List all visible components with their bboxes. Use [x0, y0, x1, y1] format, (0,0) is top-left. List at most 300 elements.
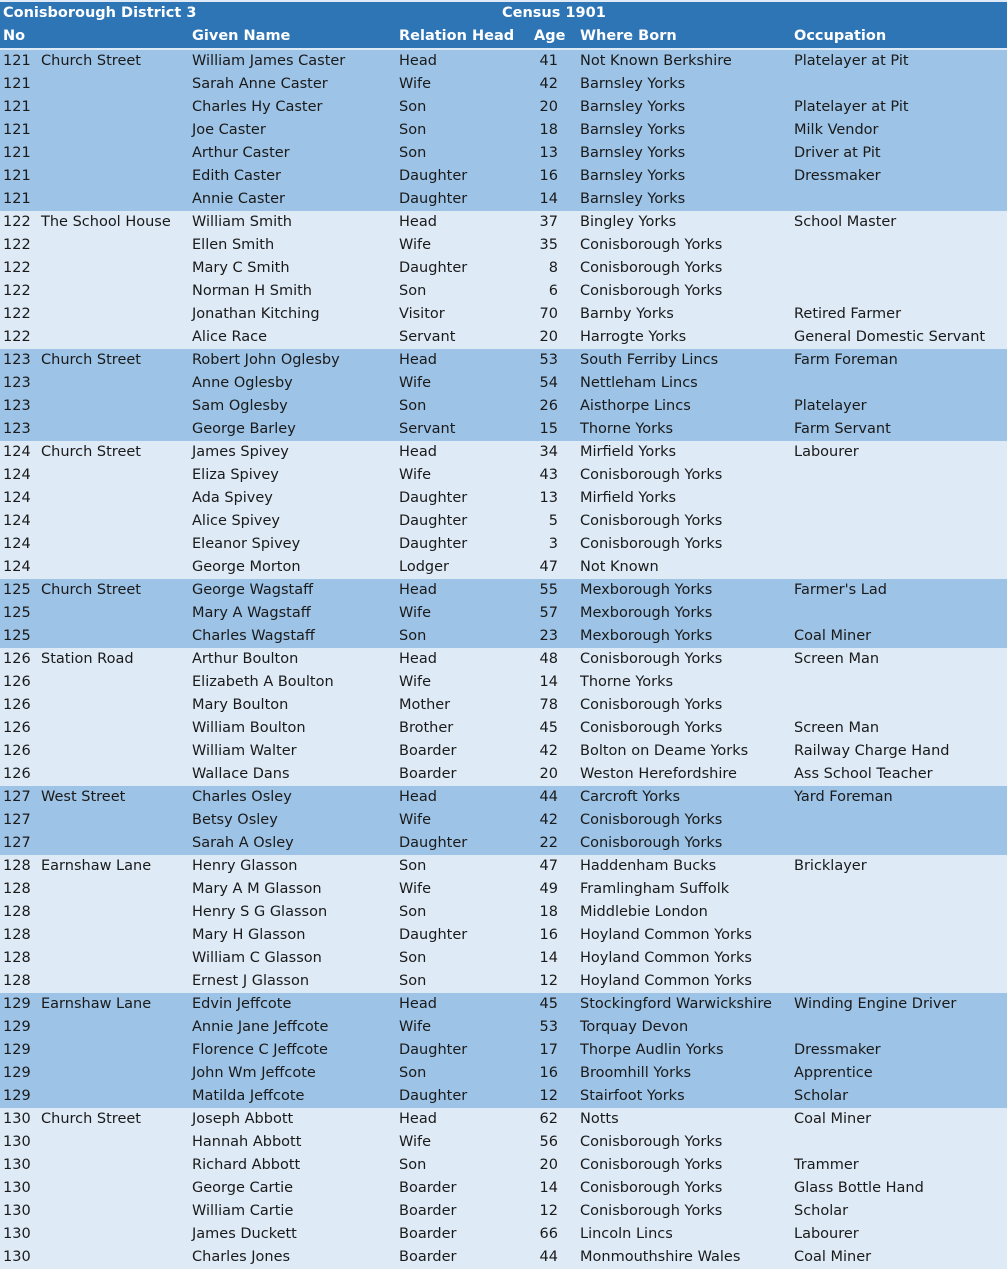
relation-to-head-cell: Son: [399, 1065, 427, 1081]
house-number-cell: 128: [3, 973, 31, 989]
age-cell: 22: [539, 835, 558, 851]
table-row: [0, 257, 1007, 280]
table-row: [0, 694, 1007, 717]
age-cell: 43: [539, 467, 558, 483]
given-name-cell: William C Glasson: [192, 950, 322, 966]
age-cell: 45: [539, 720, 558, 736]
column-header-age: Age: [534, 28, 566, 44]
age-cell: 13: [539, 145, 558, 161]
column-header-row: [0, 25, 1007, 48]
occupation-cell: Glass Bottle Hand: [794, 1180, 924, 1196]
house-number-cell: 121: [3, 53, 31, 69]
given-name-cell: Arthur Caster: [192, 145, 290, 161]
relation-to-head-cell: Boarder: [399, 1203, 457, 1219]
age-cell: 37: [539, 214, 558, 230]
street-name-cell: Church Street: [41, 582, 141, 598]
street-name-cell: Earnshaw Lane: [41, 858, 152, 874]
given-name-cell: Charles Hy Caster: [192, 99, 323, 115]
relation-to-head-cell: Boarder: [399, 1180, 457, 1196]
age-cell: 34: [539, 444, 558, 460]
house-number-cell: 121: [3, 122, 31, 138]
where-born-cell: Conisborough Yorks: [580, 1157, 723, 1173]
given-name-cell: Norman H Smith: [192, 283, 312, 299]
table-row: [0, 625, 1007, 648]
age-cell: 26: [539, 398, 558, 414]
house-number-cell: 125: [3, 628, 31, 644]
district-title: Conisborough District 3: [3, 5, 197, 21]
occupation-cell: Dressmaker: [794, 1042, 881, 1058]
house-number-cell: 130: [3, 1134, 31, 1150]
given-name-cell: John Wm Jeffcote: [192, 1065, 316, 1081]
where-born-cell: Conisborough Yorks: [580, 1180, 723, 1196]
where-born-cell: Conisborough Yorks: [580, 283, 723, 299]
where-born-cell: Barnsley Yorks: [580, 99, 686, 115]
table-row: [0, 1108, 1007, 1131]
age-cell: 48: [539, 651, 558, 667]
table-row: [0, 1154, 1007, 1177]
relation-to-head-cell: Daughter: [399, 536, 468, 552]
table-row: [0, 96, 1007, 119]
given-name-cell: Robert John Oglesby: [192, 352, 340, 368]
given-name-cell: Annie Caster: [192, 191, 285, 207]
table-row: [0, 809, 1007, 832]
relation-to-head-cell: Brother: [399, 720, 454, 736]
table-row: [0, 234, 1007, 257]
relation-to-head-cell: Head: [399, 582, 437, 598]
table-row: [0, 119, 1007, 142]
age-cell: 20: [539, 766, 558, 782]
table-row: [0, 73, 1007, 96]
given-name-cell: Richard Abbott: [192, 1157, 301, 1173]
age-cell: 55: [539, 582, 558, 598]
house-number-cell: 126: [3, 674, 31, 690]
where-born-cell: Lincoln Lincs: [580, 1226, 673, 1242]
given-name-cell: Ernest J Glasson: [192, 973, 310, 989]
house-number-cell: 122: [3, 260, 31, 276]
table-row: [0, 1223, 1007, 1246]
house-number-cell: 127: [3, 789, 31, 805]
relation-to-head-cell: Daughter: [399, 513, 468, 529]
occupation-cell: General Domestic Servant: [794, 329, 986, 345]
where-born-cell: Hoyland Common Yorks: [580, 927, 752, 943]
relation-to-head-cell: Wife: [399, 467, 432, 483]
house-number-cell: 123: [3, 398, 31, 414]
table-row: [0, 1200, 1007, 1223]
table-row: [0, 671, 1007, 694]
house-number-cell: 124: [3, 444, 31, 460]
house-number-cell: 130: [3, 1157, 31, 1173]
given-name-cell: Sarah A Osley: [192, 835, 294, 851]
table-row: [0, 441, 1007, 464]
street-name-cell: The School House: [41, 214, 171, 230]
where-born-cell: Middlebie London: [580, 904, 708, 920]
where-born-cell: Notts: [580, 1111, 619, 1127]
where-born-cell: Not Known: [580, 559, 659, 575]
relation-to-head-cell: Lodger: [399, 559, 449, 575]
house-number-cell: 126: [3, 651, 31, 667]
table-row: [0, 993, 1007, 1016]
relation-to-head-cell: Head: [399, 1111, 437, 1127]
column-header-occupation: Occupation: [794, 28, 887, 44]
relation-to-head-cell: Son: [399, 973, 427, 989]
table-row: [0, 487, 1007, 510]
table-row: [0, 947, 1007, 970]
given-name-cell: Joseph Abbott: [192, 1111, 294, 1127]
age-cell: 8: [548, 260, 558, 276]
where-born-cell: Mexborough Yorks: [580, 605, 713, 621]
house-number-cell: 128: [3, 904, 31, 920]
house-number-cell: 129: [3, 1065, 31, 1081]
house-number-cell: 123: [3, 375, 31, 391]
age-cell: 14: [539, 674, 558, 690]
given-name-cell: Matilda Jeffcote: [192, 1088, 305, 1104]
house-number-cell: 130: [3, 1180, 31, 1196]
relation-to-head-cell: Son: [399, 145, 427, 161]
house-number-cell: 127: [3, 812, 31, 828]
house-number-cell: 129: [3, 1088, 31, 1104]
house-number-cell: 124: [3, 513, 31, 529]
where-born-cell: Mirfield Yorks: [580, 444, 677, 460]
where-born-cell: Bolton on Deame Yorks: [580, 743, 749, 759]
relation-to-head-cell: Daughter: [399, 1042, 468, 1058]
house-number-cell: 124: [3, 559, 31, 575]
age-cell: 20: [539, 99, 558, 115]
given-name-cell: Mary A Wagstaff: [192, 605, 311, 621]
age-cell: 53: [539, 352, 558, 368]
occupation-cell: Retired Farmer: [794, 306, 902, 322]
occupation-cell: Coal Miner: [794, 1249, 872, 1265]
given-name-cell: Eliza Spivey: [192, 467, 279, 483]
relation-to-head-cell: Head: [399, 996, 437, 1012]
table-row: [0, 349, 1007, 372]
occupation-cell: Coal Miner: [794, 628, 872, 644]
where-born-cell: Haddenham Bucks: [580, 858, 717, 874]
where-born-cell: Monmouthshire Wales: [580, 1249, 741, 1265]
where-born-cell: Barnsley Yorks: [580, 122, 686, 138]
table-row: [0, 1177, 1007, 1200]
where-born-cell: Framlingham Suffolk: [580, 881, 730, 897]
table-row: [0, 579, 1007, 602]
table-row: [0, 878, 1007, 901]
house-number-cell: 121: [3, 145, 31, 161]
relation-to-head-cell: Servant: [399, 329, 456, 345]
given-name-cell: George Wagstaff: [192, 582, 314, 598]
age-cell: 53: [539, 1019, 558, 1035]
age-cell: 12: [539, 973, 558, 989]
occupation-cell: Platelayer at Pit: [794, 99, 909, 115]
where-born-cell: Barnsley Yorks: [580, 191, 686, 207]
age-cell: 42: [539, 812, 558, 828]
age-cell: 6: [548, 283, 558, 299]
relation-to-head-cell: Wife: [399, 605, 432, 621]
table-row: [0, 510, 1007, 533]
relation-to-head-cell: Daughter: [399, 835, 468, 851]
given-name-cell: Florence C Jeffcote: [192, 1042, 328, 1058]
given-name-cell: Eleanor Spivey: [192, 536, 301, 552]
relation-to-head-cell: Daughter: [399, 191, 468, 207]
table-row: [0, 970, 1007, 993]
house-number-cell: 126: [3, 720, 31, 736]
where-born-cell: Mirfield Yorks: [580, 490, 677, 506]
where-born-cell: Mexborough Yorks: [580, 582, 713, 598]
occupation-cell: Platelayer: [794, 398, 867, 414]
age-cell: 16: [539, 168, 558, 184]
where-born-cell: Stairfoot Yorks: [580, 1088, 685, 1104]
house-number-cell: 122: [3, 214, 31, 230]
house-number-cell: 127: [3, 835, 31, 851]
occupation-cell: Farm Servant: [794, 421, 891, 437]
table-row: [0, 188, 1007, 211]
relation-to-head-cell: Son: [399, 1157, 427, 1173]
age-cell: 47: [539, 559, 558, 575]
occupation-cell: Coal Miner: [794, 1111, 872, 1127]
age-cell: 12: [539, 1088, 558, 1104]
relation-to-head-cell: Daughter: [399, 1088, 468, 1104]
given-name-cell: Henry S G Glasson: [192, 904, 328, 920]
street-name-cell: Station Road: [41, 651, 134, 667]
age-cell: 14: [539, 1180, 558, 1196]
relation-to-head-cell: Head: [399, 651, 437, 667]
occupation-cell: Milk Vendor: [794, 122, 879, 138]
age-cell: 18: [539, 904, 558, 920]
house-number-cell: 123: [3, 352, 31, 368]
house-number-cell: 128: [3, 858, 31, 874]
given-name-cell: Charles Jones: [192, 1249, 291, 1265]
relation-to-head-cell: Head: [399, 53, 437, 69]
age-cell: 16: [539, 927, 558, 943]
occupation-cell: Railway Charge Hand: [794, 743, 950, 759]
given-name-cell: Mary A M Glasson: [192, 881, 322, 897]
where-born-cell: Conisborough Yorks: [580, 1203, 723, 1219]
where-born-cell: Weston Herefordshire: [580, 766, 737, 782]
house-number-cell: 128: [3, 881, 31, 897]
occupation-cell: Trammer: [794, 1157, 859, 1173]
table-row: [0, 142, 1007, 165]
relation-to-head-cell: Son: [399, 283, 427, 299]
relation-to-head-cell: Son: [399, 904, 427, 920]
given-name-cell: Sam Oglesby: [192, 398, 288, 414]
given-name-cell: Anne Oglesby: [192, 375, 293, 391]
column-header-where-born: Where Born: [580, 28, 677, 44]
where-born-cell: Barnsley Yorks: [580, 145, 686, 161]
occupation-cell: Farmer's Lad: [794, 582, 887, 598]
street-name-cell: Earnshaw Lane: [41, 996, 152, 1012]
relation-to-head-cell: Boarder: [399, 766, 457, 782]
column-header-no: No: [3, 28, 26, 44]
age-cell: 5: [548, 513, 558, 529]
where-born-cell: Conisborough Yorks: [580, 835, 723, 851]
given-name-cell: Sarah Anne Caster: [192, 76, 328, 92]
where-born-cell: Conisborough Yorks: [580, 237, 723, 253]
house-number-cell: 130: [3, 1111, 31, 1127]
table-row: [0, 303, 1007, 326]
occupation-cell: Farm Foreman: [794, 352, 898, 368]
given-name-cell: Joe Caster: [192, 122, 266, 138]
age-cell: 20: [539, 1157, 558, 1173]
given-name-cell: George Barley: [192, 421, 296, 437]
relation-to-head-cell: Son: [399, 99, 427, 115]
table-row: [0, 1131, 1007, 1154]
relation-to-head-cell: Wife: [399, 76, 432, 92]
relation-to-head-cell: Wife: [399, 674, 432, 690]
street-name-cell: Church Street: [41, 444, 141, 460]
occupation-cell: Winding Engine Driver: [794, 996, 957, 1012]
house-number-cell: 126: [3, 743, 31, 759]
house-number-cell: 121: [3, 76, 31, 92]
where-born-cell: Conisborough Yorks: [580, 1134, 723, 1150]
occupation-cell: Screen Man: [794, 720, 880, 736]
given-name-cell: William Smith: [192, 214, 292, 230]
occupation-cell: Labourer: [794, 444, 859, 460]
house-number-cell: 129: [3, 1019, 31, 1035]
table-row: [0, 556, 1007, 579]
street-name-cell: Church Street: [41, 352, 141, 368]
title-row: [0, 2, 1007, 25]
street-name-cell: Church Street: [41, 1111, 141, 1127]
occupation-cell: Scholar: [794, 1088, 849, 1104]
given-name-cell: Charles Wagstaff: [192, 628, 315, 644]
table-row: [0, 602, 1007, 625]
given-name-cell: Annie Jane Jeffcote: [192, 1019, 329, 1035]
age-cell: 49: [539, 881, 558, 897]
relation-to-head-cell: Daughter: [399, 490, 468, 506]
relation-to-head-cell: Boarder: [399, 743, 457, 759]
street-name-cell: West Street: [41, 789, 126, 805]
table-row: [0, 740, 1007, 763]
relation-to-head-cell: Boarder: [399, 1249, 457, 1265]
age-cell: 78: [539, 697, 558, 713]
occupation-cell: Yard Foreman: [794, 789, 893, 805]
age-cell: 14: [539, 191, 558, 207]
table-row: [0, 648, 1007, 671]
where-born-cell: Not Known Berkshire: [580, 53, 732, 69]
age-cell: 20: [539, 329, 558, 345]
relation-to-head-cell: Wife: [399, 1134, 432, 1150]
given-name-cell: William James Caster: [192, 53, 346, 69]
house-number-cell: 126: [3, 697, 31, 713]
given-name-cell: Henry Glasson: [192, 858, 298, 874]
relation-to-head-cell: Wife: [399, 1019, 432, 1035]
relation-to-head-cell: Son: [399, 398, 427, 414]
table-row: [0, 1085, 1007, 1108]
age-cell: 70: [539, 306, 558, 322]
table-row: [0, 763, 1007, 786]
age-cell: 45: [539, 996, 558, 1012]
given-name-cell: Ellen Smith: [192, 237, 275, 253]
given-name-cell: Mary H Glasson: [192, 927, 306, 943]
relation-to-head-cell: Head: [399, 444, 437, 460]
given-name-cell: Mary Boulton: [192, 697, 289, 713]
relation-to-head-cell: Son: [399, 122, 427, 138]
table-row: [0, 901, 1007, 924]
age-cell: 57: [539, 605, 558, 621]
table-row: [0, 395, 1007, 418]
given-name-cell: Jonathan Kitching: [192, 306, 320, 322]
age-cell: 17: [539, 1042, 558, 1058]
relation-to-head-cell: Servant: [399, 421, 456, 437]
house-number-cell: 130: [3, 1203, 31, 1219]
where-born-cell: Nettleham Lincs: [580, 375, 698, 391]
age-cell: 16: [539, 1065, 558, 1081]
relation-to-head-cell: Mother: [399, 697, 451, 713]
age-cell: 41: [539, 53, 558, 69]
occupation-cell: Platelayer at Pit: [794, 53, 909, 69]
relation-to-head-cell: Son: [399, 628, 427, 644]
house-number-cell: 130: [3, 1226, 31, 1242]
where-born-cell: Aisthorpe Lincs: [580, 398, 691, 414]
given-name-cell: Hannah Abbott: [192, 1134, 302, 1150]
occupation-cell: Scholar: [794, 1203, 849, 1219]
age-cell: 44: [539, 789, 558, 805]
house-number-cell: 122: [3, 237, 31, 253]
table-row: [0, 1016, 1007, 1039]
relation-to-head-cell: Wife: [399, 375, 432, 391]
house-number-cell: 126: [3, 766, 31, 782]
age-cell: 3: [548, 536, 558, 552]
table-row: [0, 1062, 1007, 1085]
where-born-cell: Hoyland Common Yorks: [580, 950, 752, 966]
given-name-cell: Elizabeth A Boulton: [192, 674, 334, 690]
occupation-cell: Ass School Teacher: [794, 766, 933, 782]
house-number-cell: 122: [3, 306, 31, 322]
age-cell: 15: [539, 421, 558, 437]
given-name-cell: Alice Race: [192, 329, 268, 345]
column-header-given-name: Given Name: [192, 28, 291, 44]
house-number-cell: 128: [3, 950, 31, 966]
relation-to-head-cell: Wife: [399, 881, 432, 897]
given-name-cell: William Cartie: [192, 1203, 294, 1219]
where-born-cell: Torquay Devon: [580, 1019, 689, 1035]
table-row: [0, 1039, 1007, 1062]
where-born-cell: Conisborough Yorks: [580, 720, 723, 736]
relation-to-head-cell: Wife: [399, 812, 432, 828]
table-row: [0, 280, 1007, 303]
table-row: [0, 418, 1007, 441]
relation-to-head-cell: Boarder: [399, 1226, 457, 1242]
age-cell: 54: [539, 375, 558, 391]
where-born-cell: Conisborough Yorks: [580, 812, 723, 828]
age-cell: 47: [539, 858, 558, 874]
age-cell: 18: [539, 122, 558, 138]
where-born-cell: Barnsley Yorks: [580, 168, 686, 184]
given-name-cell: Edith Caster: [192, 168, 282, 184]
column-header-relation: Relation Head: [399, 28, 515, 44]
occupation-cell: Labourer: [794, 1226, 859, 1242]
given-name-cell: Edvin Jeffcote: [192, 996, 292, 1012]
age-cell: 12: [539, 1203, 558, 1219]
given-name-cell: Mary C Smith: [192, 260, 290, 276]
house-number-cell: 123: [3, 421, 31, 437]
age-cell: 66: [539, 1226, 558, 1242]
where-born-cell: Conisborough Yorks: [580, 536, 723, 552]
occupation-cell: Driver at Pit: [794, 145, 881, 161]
relation-to-head-cell: Wife: [399, 237, 432, 253]
table-row: [0, 326, 1007, 349]
house-number-cell: 130: [3, 1249, 31, 1265]
where-born-cell: Barnby Yorks: [580, 306, 674, 322]
house-number-cell: 124: [3, 490, 31, 506]
where-born-cell: Stockingford Warwickshire: [580, 996, 772, 1012]
where-born-cell: Broomhill Yorks: [580, 1065, 692, 1081]
age-cell: 13: [539, 490, 558, 506]
given-name-cell: Ada Spivey: [192, 490, 273, 506]
age-cell: 44: [539, 1249, 558, 1265]
house-number-cell: 125: [3, 605, 31, 621]
relation-to-head-cell: Son: [399, 950, 427, 966]
where-born-cell: Barnsley Yorks: [580, 76, 686, 92]
house-number-cell: 128: [3, 927, 31, 943]
occupation-cell: Screen Man: [794, 651, 880, 667]
